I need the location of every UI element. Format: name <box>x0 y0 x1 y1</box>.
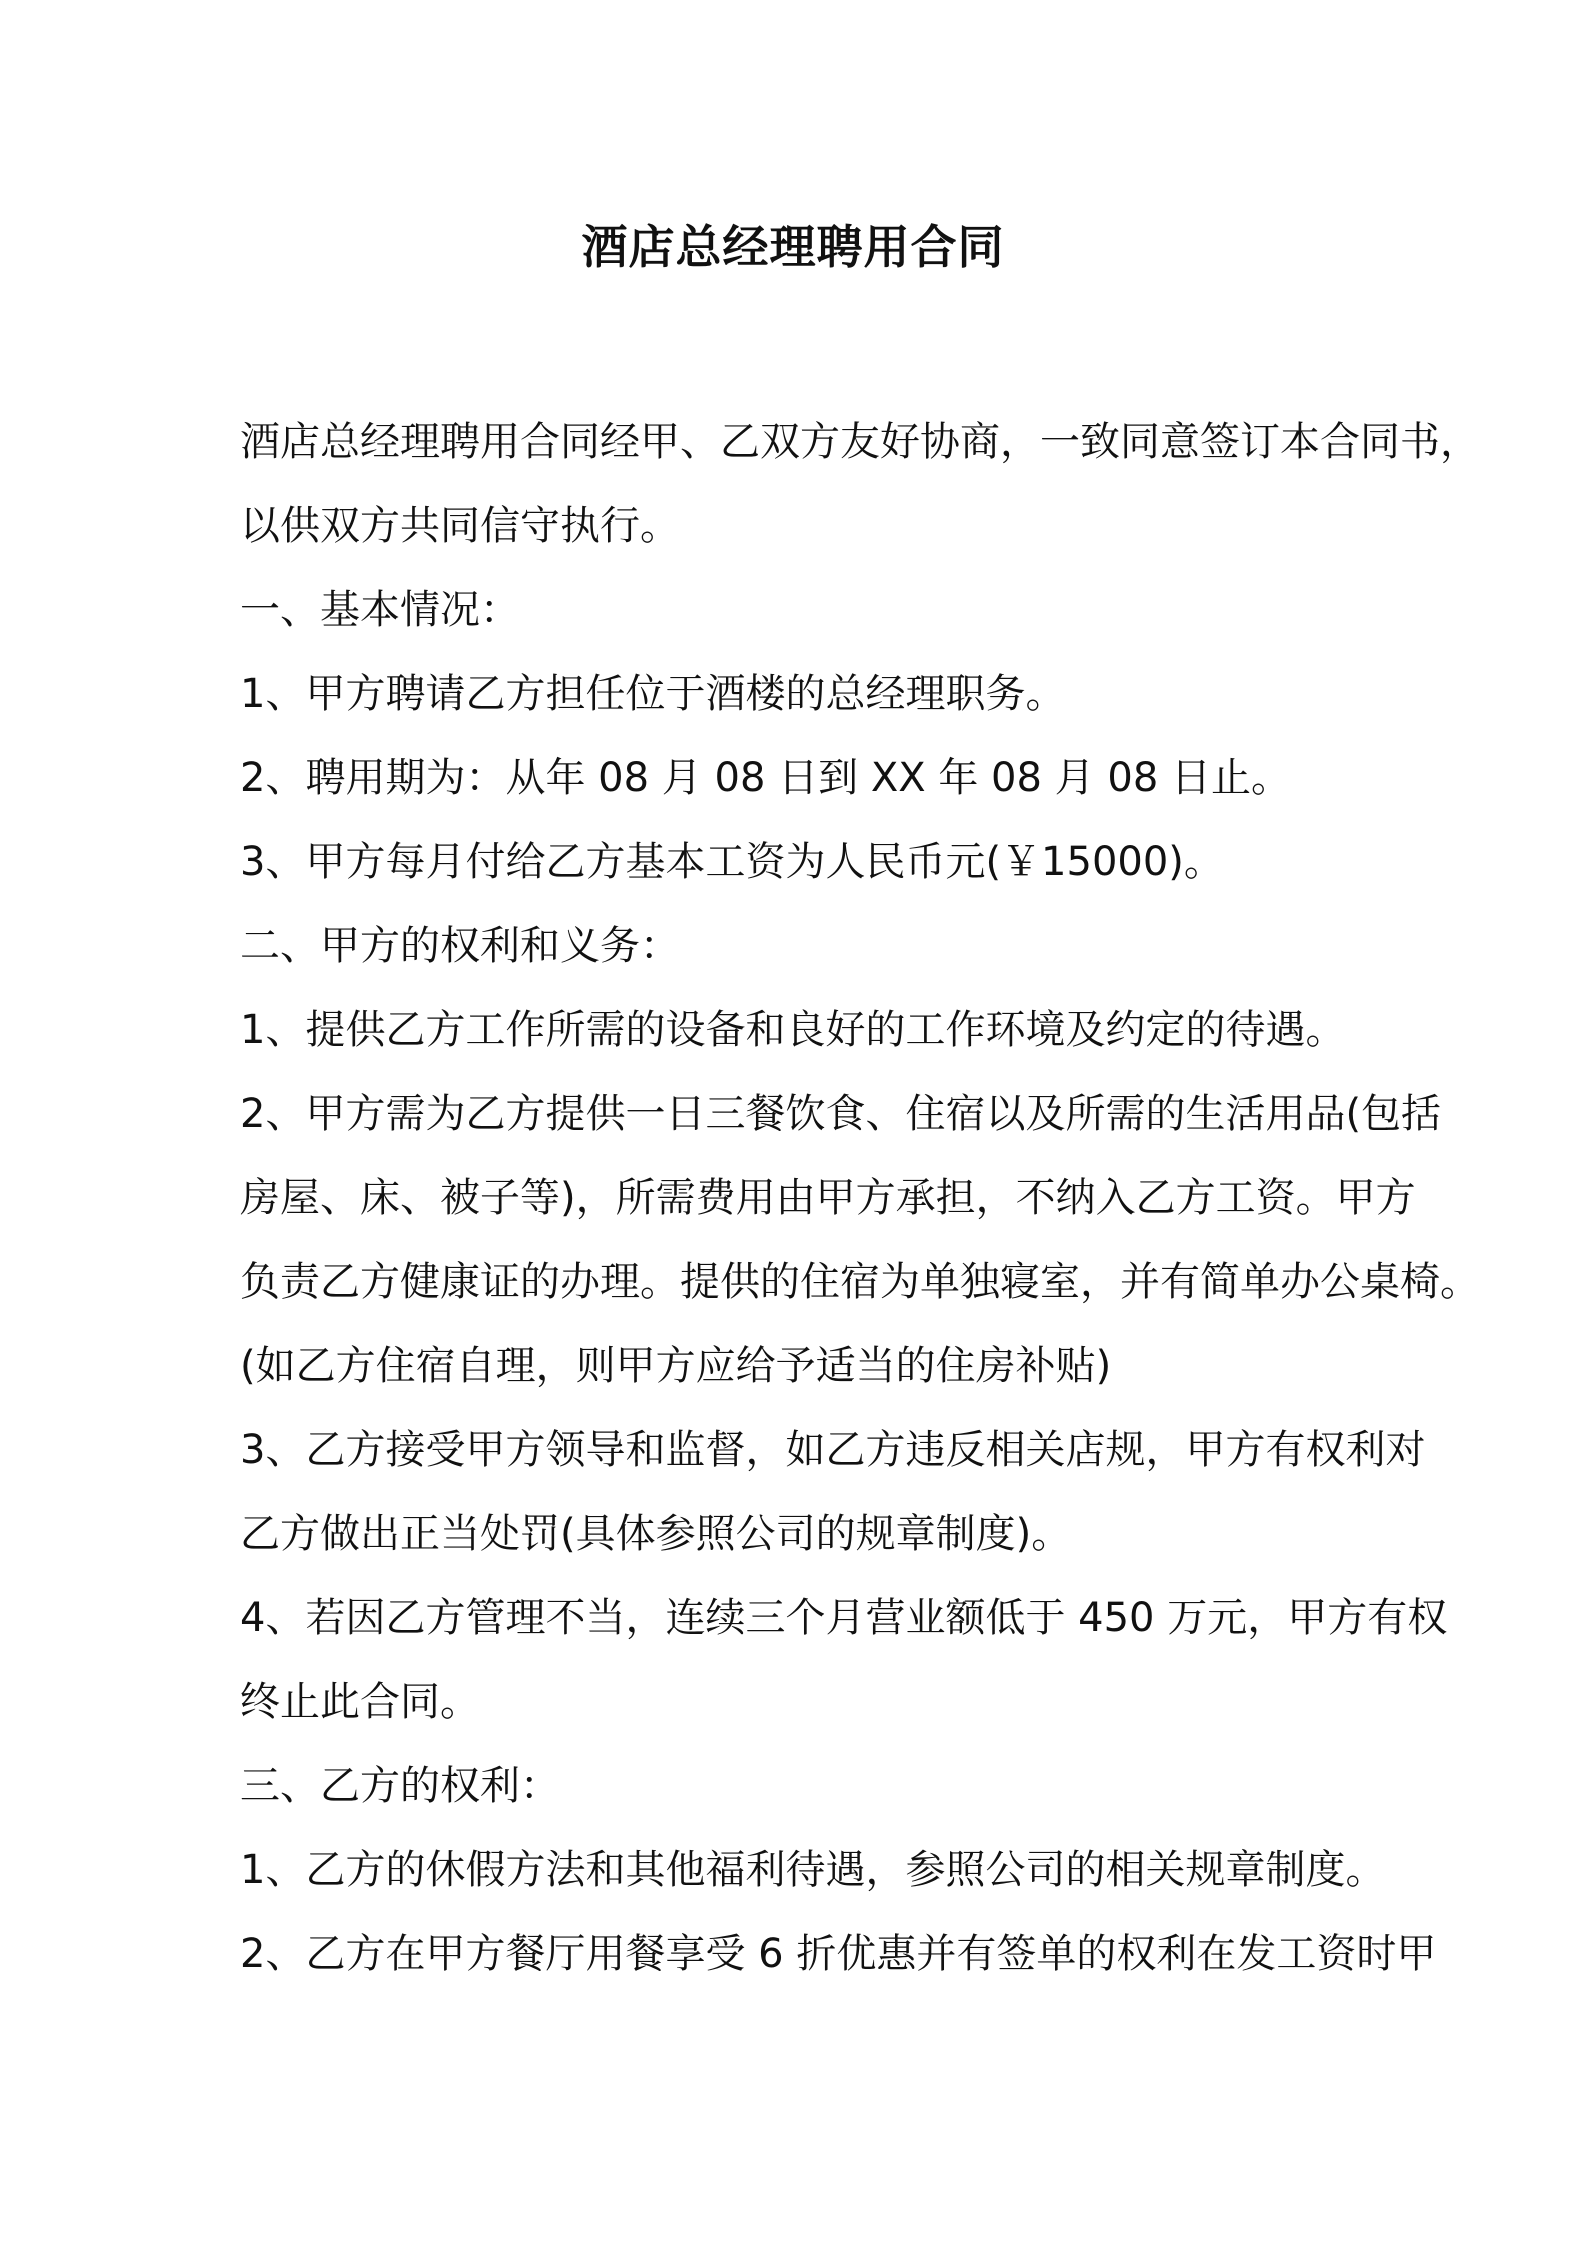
clause-line: 房屋、床、被子等)，所需费用由甲方承担，不纳入乙方工资。甲方 <box>240 1175 1416 1221</box>
clause-line: 乙方做出正当处罚(具体参照公司的规章制度)。 <box>240 1511 1072 1557</box>
clause-line: 4、若因乙方管理不当，连续三个月营业额低于 450 万元，甲方有权 <box>240 1595 1448 1641</box>
section-heading: 一、基本情况： <box>240 587 520 633</box>
clause-line: (如乙方住宿自理，则甲方应给予适当的住房补贴) <box>240 1343 1112 1389</box>
section-heading: 三、乙方的权利： <box>240 1763 560 1809</box>
clause-line: 3、乙方接受甲方领导和监督，如乙方违反相关店规，甲方有权利对 <box>240 1427 1426 1473</box>
clause-line: 负责乙方健康证的办理。提供的住宿为单独寝室，并有简单办公桌椅。 <box>240 1259 1480 1305</box>
clause-line: 2、聘用期为：从年 08 月 08 日到 XX 年 08 月 08 日止。 <box>240 755 1291 801</box>
clause-line: 1、提供乙方工作所需的设备和良好的工作环境及约定的待遇。 <box>240 1007 1346 1053</box>
document-title: 酒店总经理聘用合同 <box>581 220 1005 274</box>
paragraph-line: 酒店总经理聘用合同经甲、乙双方友好协商，一致同意签订本合同书， <box>240 419 1480 465</box>
clause-line: 2、乙方在甲方餐厅用餐享受 6 折优惠并有签单的权利在发工资时甲 <box>240 1931 1437 1977</box>
section-heading: 二、甲方的权利和义务： <box>240 923 680 969</box>
clause-line: 终止此合同。 <box>240 1679 480 1725</box>
clause-line: 2、甲方需为乙方提供一日三餐饮食、住宿以及所需的生活用品(包括 <box>240 1091 1442 1137</box>
paragraph-line: 以供双方共同信守执行。 <box>240 503 680 549</box>
clause-line: 3、甲方每月付给乙方基本工资为人民币元(￥15000)。 <box>240 839 1224 885</box>
document-body <box>240 400 1480 1996</box>
clause-line: 1、乙方的休假方法和其他福利待遇，参照公司的相关规章制度。 <box>240 1847 1386 1893</box>
clause-line: 1、甲方聘请乙方担任位于酒楼的总经理职务。 <box>240 671 1066 717</box>
